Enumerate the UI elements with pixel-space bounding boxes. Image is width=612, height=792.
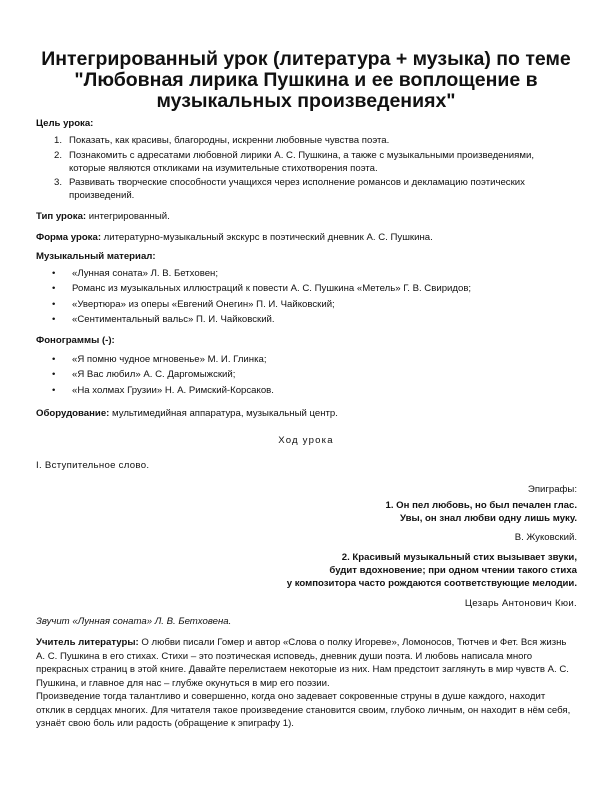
epigraph-line: Увы, он знал любви одну лишь муку. [400,513,577,524]
lesson-form-label: Форма урока: [36,232,102,243]
goal-item [36,177,576,203]
course-heading: Ход урока [278,435,334,446]
lesson-type [36,211,170,224]
epigraph-author: В. Жуковский. [514,532,577,543]
bullet-icon: • [52,298,56,310]
lesson-form [36,232,433,245]
music-item: • Романс из музыкальных иллюстраций к повести А. С. Пушкина «Метель» Г. В. Свиридов; [52,281,471,296]
goal-item [36,150,576,176]
goal-number: 1. [54,135,63,146]
bullet-icon: • [52,384,56,396]
equipment [36,408,338,421]
phono-item: • «Я Вас любил» А. С. Даргомыжский; [52,367,274,382]
goals-heading: Цель урока: [36,118,94,129]
goal-text: Показать, как красивы, благородны, искренни любовные чувства поэта. [69,135,390,146]
sounds-note: Звучит «Лунная соната» Л. В. Бетховена. [36,616,232,627]
goals-list [36,135,576,203]
bullet-icon: • [52,314,56,326]
phono-item: • «Я помню чудное мгновенье» М. И. Глинка; [52,352,274,367]
epigraph-author: Цезарь Антонович Кюи. [464,598,577,609]
phono-list [52,352,274,398]
goal-item [36,135,576,148]
lesson-type-value: интегрированный. [86,211,170,222]
phono-heading: Фонограммы (-): [36,335,115,346]
phono-item: • «На холмах Грузии» Н. А. Римский-Корсаков. [52,383,274,398]
lesson-form-value: литературно-музыкальный экскурс в поэтический дневник А. С. Пушкина. [101,232,433,243]
equipment-label: Оборудование: [36,408,110,419]
epigraph-line: у композитора часто рождаются соответствующие мелодии. [286,578,577,589]
equipment-value: мультимедийная аппаратура, музыкальный центр. [109,408,338,419]
epigraph-line: 1. Он пел любовь, но был печален глас. [385,500,577,511]
teacher-label: Учитель литературы: [36,637,139,648]
lesson-type-label: Тип урока: [36,211,87,222]
teacher-paragraph [36,636,576,690]
teacher-text: О любви писали Гомер и автор «Слова о полку Игореве», Ломоносов, Тютчев и Фет. Вся жизнь А. С. Пушкина в его стихах. Стихи – это поэтическая исповедь, дневник души поэта. И любовь написала много прекрасных страниц в этой книге. Давайте перелистаем некоторые из них. Нам предстоит заглянуть в мир чувств А. С. Пушкина, и главное для нас – глубже окунуться в мир его поэзии. [36,637,569,689]
music-item: • «Сентиментальный вальс» П. И. Чайковский. [52,312,471,327]
bullet-icon: • [52,268,56,279]
epigraph-line: 2. Красивый музыкальный стих вызывает звуки, [341,552,577,563]
music-heading: Музыкальный материал: [36,251,156,262]
bullet-icon: • [52,369,56,381]
epigraphs-label: Эпиграфы: [527,484,577,495]
goal-number: 2. [54,149,63,161]
goal-text: Познакомить с адресатами любовной лирики А. С. Пушкина, а также с музыкальными произведениями, которые являются откликами на изумительные стихотворения поэта. [69,149,534,174]
music-list [52,266,471,328]
bullet-icon: • [52,354,56,365]
music-item: • «Увертюра» из оперы «Евгений Онегин» П. И. Чайковский; [52,297,471,312]
closing-paragraph: Произведение тогда талантливо и совершенно, когда оно задевает сокровенные струны в душе каждого, находит отклик в сердцах многих. Для читателя такое произведение становится своим, глубоко личным, он находит в нём себя, узнаёт свою боль или радость (обращение к эпиграфу 1). [36,691,571,730]
bullet-icon: • [52,283,56,295]
goal-number: 3. [54,177,63,189]
music-item: • «Лунная соната» Л. В. Бетховен; [52,266,471,281]
goal-text: Развивать творческие способности учащихся через исполнение романсов и декламацию поэтических произведений. [69,177,525,202]
section-heading: I. Вступительное слово. [36,460,150,471]
epigraph-line: будит вдохновение; при одном чтении такого стиха [329,565,577,576]
page-title: Интегрированный урок (литература + музыка) по теме "Любовная лирика Пушкина и ее воплощение в музыкальных произведениях" [41,48,571,112]
